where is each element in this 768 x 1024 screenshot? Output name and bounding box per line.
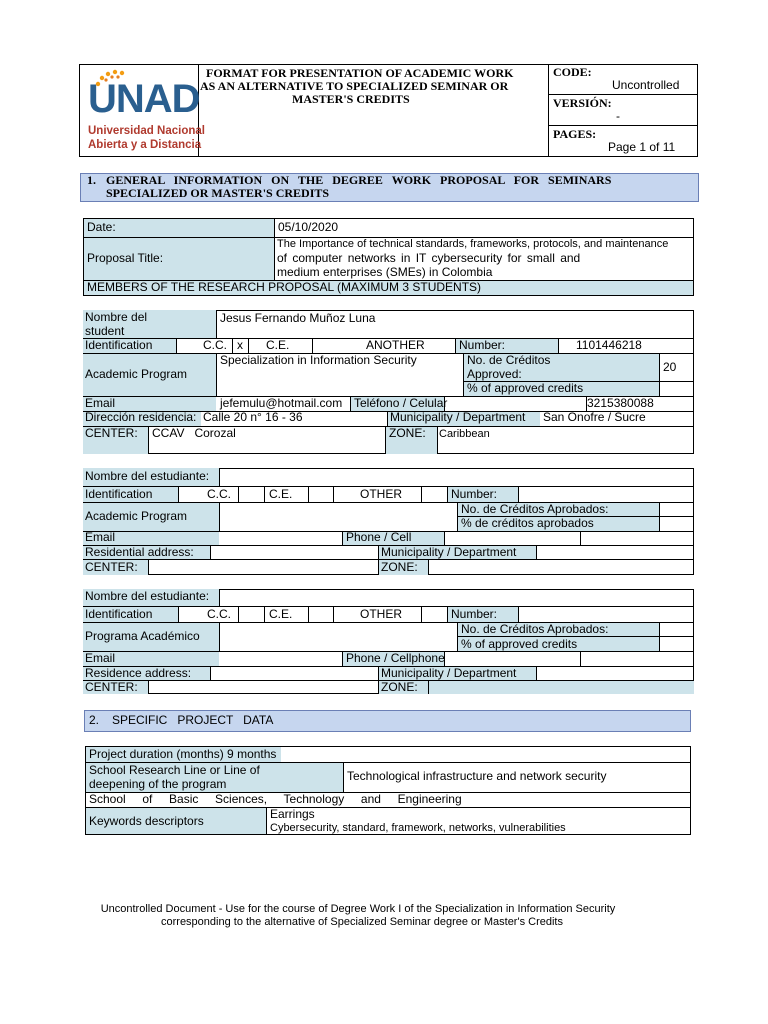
student3-email-label: Email <box>85 651 116 665</box>
student3-number-label: Number: <box>451 607 498 621</box>
proposal-title-label: Proposal Title: <box>87 251 164 265</box>
student1-phone-value[interactable]: 3215380088 <box>587 396 654 410</box>
student3-name-label: Nombre del estudiante: <box>85 589 210 603</box>
pages-label: PAGES: <box>553 127 597 141</box>
student1-name-label-1: Nombre del <box>85 310 148 324</box>
student1-name-value[interactable]: Jesus Fernando Muñoz Luna <box>220 311 376 325</box>
student1-credits-label-1: No. de Créditos <box>467 353 551 367</box>
student3-pct-label: % of approved credits <box>461 637 578 651</box>
pages-value: Page 1 of 11 <box>608 140 676 154</box>
student3-municipality-label: Municipality / Department <box>381 666 517 680</box>
student1-another-label: ANOTHER <box>366 338 425 352</box>
student1-center-value[interactable]: CCAV Corozal <box>152 426 236 440</box>
student1-address-label: Dirección residencia: <box>85 410 197 424</box>
student3-program-label: Programa Académico <box>85 629 200 643</box>
student3-id-label: Identification <box>85 607 153 621</box>
student1-program-label: Academic Program <box>85 367 188 381</box>
student1-number-label: Number: <box>459 338 506 352</box>
student1-email-value[interactable]: jefemulu@hotmail.com <box>220 396 343 410</box>
footer-line-2: corresponding to the alternative of Specialized Seminar degree or Master's Credits <box>161 916 563 928</box>
section1-number: 1. <box>87 173 96 187</box>
student2-other-label: OTHER <box>360 487 402 501</box>
logo-subtitle-1: Universidad Nacional <box>88 125 205 137</box>
code-label: CODE: <box>553 65 592 79</box>
date-value: 05/10/2020 <box>278 220 339 234</box>
section2-title: SPECIFIC PROJECT DATA <box>112 713 274 727</box>
proposal-title-line1: The Importance of technical standards, frameworks, protocols, and maintenance <box>277 238 669 250</box>
student1-zone-label: ZONE: <box>389 426 426 440</box>
section1-title-line2: SPECIALIZED OR MASTER'S CREDITS <box>106 186 330 200</box>
student1-municipality-value[interactable]: San Onofre / Sucre <box>543 410 646 424</box>
student1-ce-label: C.E. <box>266 338 290 352</box>
student1-cc-label: C.C. <box>203 338 227 352</box>
student1-credits-value[interactable]: 20 <box>663 360 677 374</box>
form-title-line3: MASTER'S CREDITS <box>292 92 410 106</box>
student3-credits-label: No. de Créditos Aprobados: <box>461 622 609 636</box>
student2-municipality-label: Municipality / Department <box>381 545 517 559</box>
student2-name-label: Nombre del estudiante: <box>85 469 210 483</box>
student2-ce-label: C.E. <box>269 487 293 501</box>
student2-credits-label: No. de Créditos Aprobados: <box>461 502 609 516</box>
school-label: School of Basic Sciences, Technology and Engineering <box>89 792 462 806</box>
form-title-line2: AS AN ALTERNATIVE TO SPECIALIZED SEMINAR OR <box>200 79 509 93</box>
form-title-line1: FORMAT FOR PRESENTATION OF ACADEMIC WORK <box>206 66 514 80</box>
student2-cc-label: C.C. <box>207 487 231 501</box>
student2-id-label: Identification <box>85 487 153 501</box>
research-line-label-2: deepening of the program <box>89 777 227 791</box>
student1-id-label: Identification <box>85 338 153 352</box>
student3-phone-label: Phone / Cellphone <box>346 651 445 665</box>
research-line-value[interactable]: Technological infrastructure and network security <box>347 769 607 783</box>
student1-phone-label: Teléfono / Celular <box>354 396 448 410</box>
project-duration: Project duration (months) 9 months <box>89 747 277 761</box>
student1-number-value[interactable]: 1101446218 <box>576 338 642 352</box>
proposal-title-line2: of computer networks in IT cybersecurity for small and <box>277 251 581 265</box>
student3-center-label: CENTER: <box>85 680 138 694</box>
student1-address-value[interactable]: Calle 20 n° 16 - 36 <box>203 410 303 424</box>
student3-address-label: Residence address: <box>85 666 192 680</box>
footer-line-1: Uncontrolled Document - Use for the course of Degree Work I of the Specialization in Information Security <box>100 903 616 915</box>
date-label: Date: <box>87 220 116 234</box>
code-value: Uncontrolled <box>612 78 680 92</box>
student1-program-value[interactable]: Specialization in Information Security <box>220 353 417 367</box>
research-line-label-1: School Research Line or Line of <box>89 763 260 777</box>
student1-center-label: CENTER: <box>85 426 138 440</box>
student3-cc-label: C.C. <box>207 607 231 621</box>
members-label: MEMBERS OF THE RESEARCH PROPOSAL (MAXIMUM 3 STUDENTS) <box>87 280 482 294</box>
student1-municipality-label: Municipality / Department <box>390 410 526 424</box>
student1-cc-mark[interactable]: x <box>237 338 243 352</box>
version-label: VERSIÓN: <box>553 96 612 110</box>
student2-number-label: Number: <box>451 487 498 501</box>
student3-zone-label: ZONE: <box>381 680 418 694</box>
student2-address-label: Residential address: <box>85 545 194 559</box>
student1-credits-label-2: Approved: <box>467 367 522 381</box>
student2-phone-label: Phone / Cell <box>346 530 412 544</box>
student2-pct-label: % de créditos aprobados <box>461 516 594 530</box>
logo-text: UNAD <box>88 77 200 121</box>
student2-center-label: CENTER: <box>85 560 138 574</box>
keywords-value[interactable]: Cybersecurity, standard, framework, networks, vulnerabilities <box>270 822 566 834</box>
student1-pct-label: % of approved credits <box>467 381 584 395</box>
student2-zone-label: ZONE: <box>381 560 418 574</box>
student3-other-label: OTHER <box>360 607 402 621</box>
student1-name-label-2: student <box>85 324 125 338</box>
keywords-label: Keywords descriptors <box>89 814 204 828</box>
unad-logo <box>84 66 205 156</box>
student3-ce-label: C.E. <box>269 607 293 621</box>
section2-number: 2. <box>89 713 100 727</box>
proposal-title-line3: medium enterprises (SMEs) in Colombia <box>277 265 493 279</box>
student1-zone-value[interactable]: Caribbean <box>439 428 490 440</box>
student1-email-label: Email <box>85 396 116 410</box>
student2-email-label: Email <box>85 530 116 544</box>
keywords-title: Earrings <box>270 807 315 821</box>
logo-subtitle-2: Abierta y a Distancia <box>88 139 202 151</box>
student2-program-label: Academic Program <box>85 509 188 523</box>
version-value: - <box>616 109 620 123</box>
section1-title-line1: GENERAL INFORMATION ON THE DEGREE WORK PROPOSAL FOR SEMINARS <box>106 173 612 187</box>
